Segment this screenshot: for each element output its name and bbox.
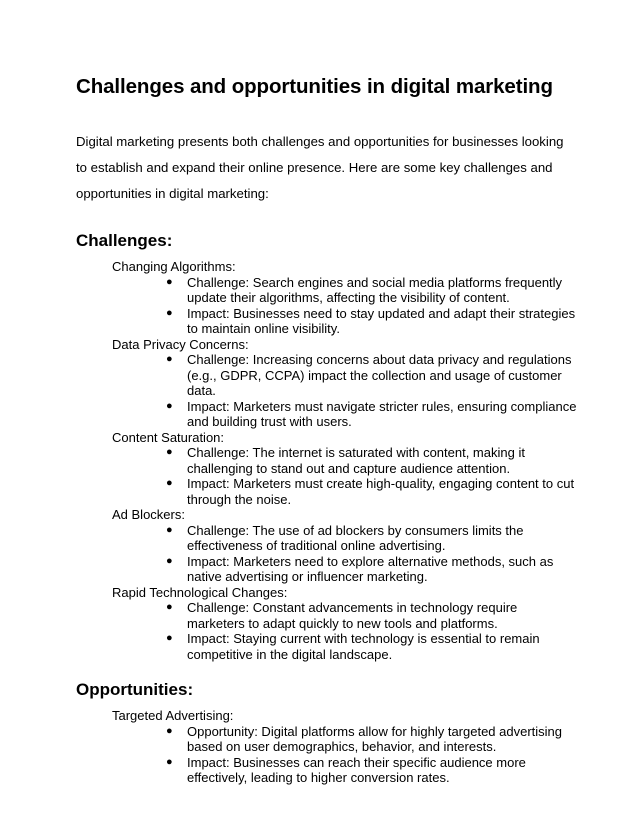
list-item-text: Impact: Businesses can reach their specific audience more effectively, leading to higher conversion rates. <box>187 754 526 785</box>
list-item <box>149 275 578 306</box>
list-item-text: Impact: Staying current with technology is essential to remain competitive in the digital landscape. <box>187 631 540 662</box>
list-item <box>149 306 578 337</box>
list-item-text: Impact: Businesses need to stay updated and adapt their strategies to maintain online visibility. <box>187 305 576 336</box>
list-item <box>149 554 578 585</box>
bullet-icon: ● <box>166 446 173 458</box>
bullet-list <box>112 724 578 786</box>
topic-label: Data Privacy Concerns: <box>112 336 249 352</box>
topic-label: Changing Algorithms: <box>112 259 236 274</box>
bullet-icon: ● <box>166 755 173 768</box>
topic-label: Ad Blockers: <box>112 507 185 522</box>
topic-label: Targeted Advertising: <box>112 708 234 723</box>
bullet-icon: ● <box>166 353 173 365</box>
bullet-list <box>112 600 578 662</box>
list-item <box>149 399 578 430</box>
list-item <box>149 631 578 662</box>
list-item-text: Impact: Marketers must create high-quality, engaging content to cut through the noise. <box>187 476 575 507</box>
opportunities-section <box>76 678 578 786</box>
list-item-text: Impact: Marketers need to explore alternative methods, such as native advertising or influencer marketing. <box>187 553 554 584</box>
list-item <box>149 445 578 476</box>
list-item-text: Opportunity: Digital platforms allow for highly targeted advertising based on user demographics, behavior, and interests. <box>187 723 563 754</box>
document-title: Challenges and opportunities in digital marketing <box>76 75 553 98</box>
bullet-icon: ● <box>166 306 173 319</box>
list-item <box>149 724 578 755</box>
bullet-icon: ● <box>166 601 173 613</box>
bullet-icon: ● <box>166 523 173 536</box>
topic-ad-blockers <box>112 507 578 585</box>
list-item <box>149 523 578 554</box>
bullet-icon: ● <box>166 554 173 567</box>
bullet-list <box>112 445 578 507</box>
list-item-text: Challenge: Increasing concerns about data privacy and regulations (e.g., GDPR, CCPA) impact the collection and usage of customer data. <box>187 352 572 398</box>
bullet-list <box>112 523 578 585</box>
list-item-text: Challenge: The use of ad blockers by consumers limits the effectiveness of traditional online advertising. <box>187 522 524 553</box>
bullet-list <box>112 275 578 337</box>
list-item-text: Challenge: Constant advancements in technology require marketers to adapt quickly to new tools and platforms. <box>187 600 518 631</box>
list-item <box>149 600 578 631</box>
list-item-text: Challenge: The internet is saturated with content, making it challenging to stand out and capture audience attention. <box>187 445 525 476</box>
topic-changing-algorithms <box>112 259 578 337</box>
bullet-icon: ● <box>166 724 173 737</box>
topic-targeted-advertising <box>112 708 578 786</box>
topic-rapid-tech-changes <box>112 585 578 663</box>
challenges-heading: Challenges: <box>76 231 173 250</box>
intro-paragraph: Digital marketing presents both challenges and opportunities for businesses looking to establish and expand their online presence. Here are some key challenges and opportunities in digital marketing: <box>76 134 564 201</box>
topic-label: Content Saturation: <box>112 429 225 445</box>
opportunities-heading: Opportunities: <box>76 680 194 699</box>
topic-content-saturation <box>112 430 578 508</box>
topic-data-privacy <box>112 337 578 430</box>
list-item <box>149 476 578 507</box>
bullet-list <box>112 352 578 430</box>
bullet-icon: ● <box>166 275 173 288</box>
bullet-icon: ● <box>166 632 173 644</box>
bullet-icon: ● <box>166 477 173 489</box>
bullet-icon: ● <box>166 399 173 412</box>
list-item-text: Challenge: Search engines and social media platforms frequently update their algorithms, affecting the visibility of content. <box>187 274 563 305</box>
list-item-text: Impact: Marketers must navigate stricter rules, ensuring compliance and building trust with users. <box>187 398 577 429</box>
topic-label: Rapid Technological Changes: <box>112 584 288 600</box>
list-item <box>149 352 578 399</box>
list-item <box>149 755 578 786</box>
challenges-section <box>76 229 578 662</box>
